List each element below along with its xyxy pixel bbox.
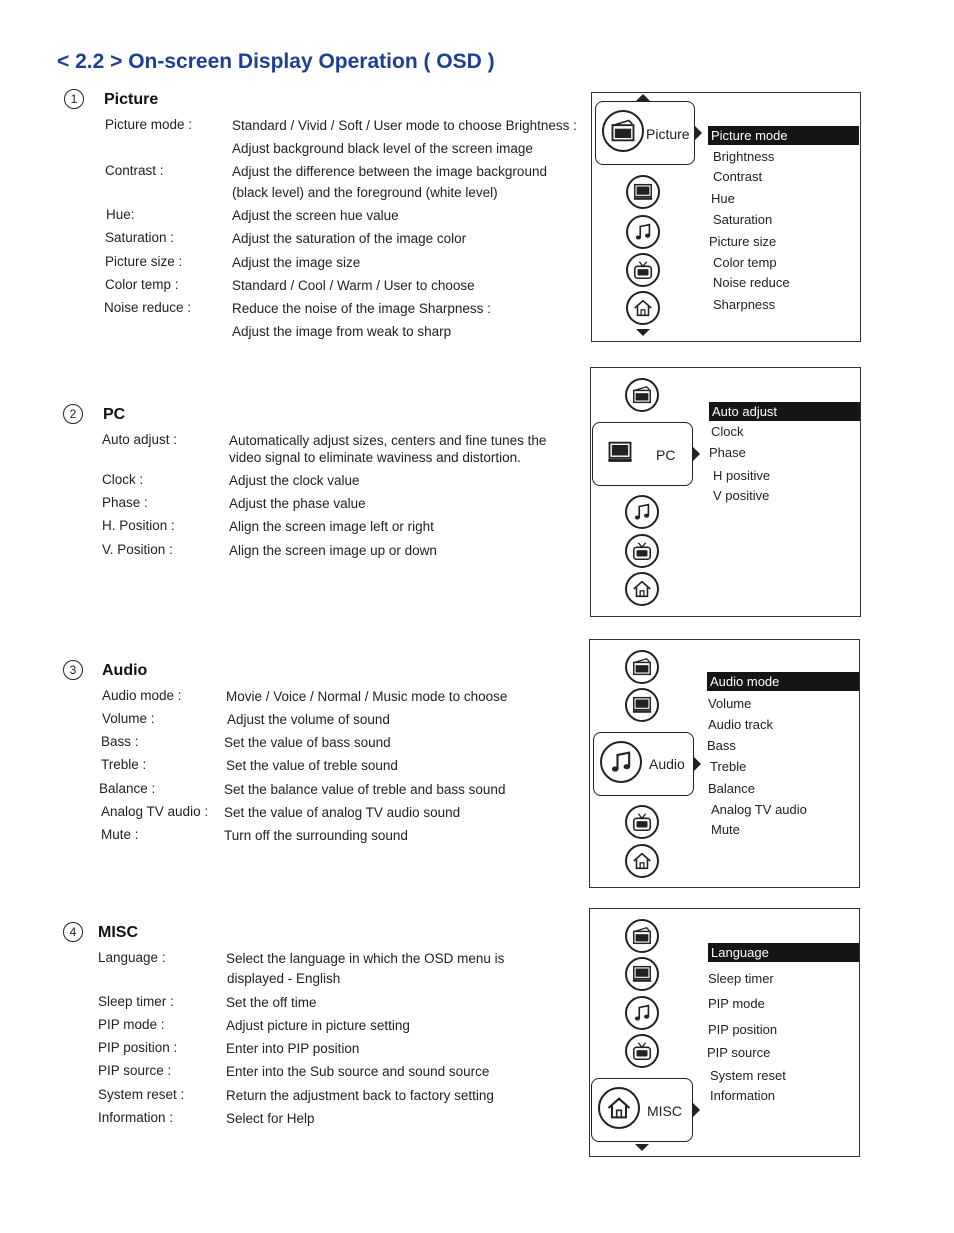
row-desc: Adjust the difference between the image background [232, 164, 547, 179]
row-desc: Select the language in which the OSD menu is [226, 951, 505, 966]
menu-item[interactable]: PIP position [708, 1022, 778, 1037]
row-label: Hue: [106, 207, 135, 222]
menu-item[interactable]: Information [710, 1088, 776, 1103]
row-desc: Standard / Vivid / Soft / User mode to choose Brightness : [232, 118, 577, 133]
menu-item[interactable]: Noise reduce [713, 275, 790, 290]
section-number-audio: 3 [63, 660, 83, 680]
row-desc: Return the adjustment back to factory setting [226, 1088, 494, 1103]
row-desc: Reduce the noise of the image Sharpness : [232, 301, 491, 316]
pc-icon[interactable] [625, 688, 659, 722]
row-desc: Movie / Voice / Normal / Music mode to choose [226, 689, 508, 704]
home-icon[interactable] [625, 572, 659, 606]
picture-icon[interactable] [625, 919, 659, 953]
row-label: V. Position : [102, 542, 173, 557]
menu-item[interactable]: Mute [711, 822, 740, 837]
menu-item[interactable]: Sharpness [713, 297, 776, 312]
section-number-pc: 2 [63, 404, 83, 424]
section-title-picture: Picture [104, 91, 159, 108]
pc-icon[interactable] [625, 957, 659, 991]
menu-selected-pc[interactable] [592, 422, 693, 486]
menu-item[interactable]: Phase [709, 445, 746, 460]
section-title-misc: MISC [98, 924, 138, 941]
row-label: Contrast : [105, 163, 164, 178]
row-desc: Standard / Cool / Warm / User to choose [232, 278, 475, 293]
menu-selected-label: Picture [646, 126, 690, 142]
row-label: Information : [98, 1110, 174, 1125]
audio-icon [600, 741, 642, 783]
section-title-pc: PC [103, 406, 126, 423]
row-label: Bass : [101, 734, 139, 749]
row-label: Mute : [101, 827, 139, 842]
row-desc: Adjust the clock value [229, 473, 360, 488]
row-desc: Adjust the image from weak to sharp [232, 324, 452, 339]
menu-item[interactable]: Audio track [708, 717, 774, 732]
menu-item[interactable]: System reset [710, 1068, 786, 1083]
row-desc: Set the off time [226, 995, 317, 1010]
picture-icon [602, 110, 644, 152]
home-icon [598, 1087, 640, 1129]
chevron-right-icon [694, 757, 701, 771]
row-desc: displayed - English [227, 971, 341, 986]
audio-icon[interactable] [626, 215, 660, 249]
osd-panel-audio [589, 639, 860, 888]
row-label: Language : [98, 950, 166, 965]
tv-icon[interactable] [625, 534, 659, 568]
section-title-audio: Audio [102, 662, 148, 679]
menu-item[interactable]: Brightness [713, 149, 775, 164]
chevron-right-icon [693, 1103, 700, 1117]
row-label: PIP source : [98, 1063, 172, 1078]
scroll-up-icon [636, 94, 650, 101]
menu-item[interactable]: H positive [713, 468, 771, 483]
row-desc: (black level) and the foreground (white level) [232, 185, 498, 200]
row-desc: Adjust the saturation of the image color [232, 231, 467, 246]
chevron-right-icon [695, 126, 702, 140]
row-desc: Adjust background black level of the screen image [232, 141, 533, 156]
row-desc: Automatically adjust sizes, centers and fine tunes the [229, 433, 547, 448]
menu-item[interactable]: Saturation [713, 212, 773, 227]
menu-item[interactable]: Bass [707, 738, 736, 753]
row-label: Picture mode : [105, 117, 193, 132]
menu-item-language[interactable]: Language [708, 943, 859, 962]
picture-icon[interactable] [625, 650, 659, 684]
menu-item[interactable]: PIP source [707, 1045, 771, 1060]
tv-icon[interactable] [625, 1034, 659, 1068]
row-desc: Adjust picture in picture setting [226, 1018, 410, 1033]
row-desc: video signal to eliminate waviness and distortion. [229, 450, 521, 465]
tv-icon[interactable] [625, 805, 659, 839]
row-label: Audio mode : [102, 688, 182, 703]
row-label: H. Position : [102, 518, 175, 533]
menu-selected-audio[interactable] [593, 732, 694, 796]
row-label: Picture size : [105, 254, 183, 269]
row-label: Sleep timer : [98, 994, 174, 1009]
chevron-right-icon [693, 447, 700, 461]
menu-item[interactable]: PIP mode [708, 996, 765, 1011]
row-desc: Set the value of treble sound [226, 758, 398, 773]
scroll-down-icon [635, 1144, 649, 1151]
audio-icon[interactable] [625, 996, 659, 1030]
row-desc: Enter into the Sub source and sound source [226, 1064, 490, 1079]
section-number-picture: 1 [64, 89, 84, 109]
home-icon[interactable] [626, 291, 660, 325]
menu-item-audio-mode[interactable]: Audio mode [707, 672, 859, 691]
row-desc: Adjust the image size [232, 255, 361, 270]
menu-item[interactable]: Balance [708, 781, 755, 796]
audio-icon[interactable] [625, 495, 659, 529]
menu-selected-label: Audio [649, 756, 685, 772]
menu-item[interactable]: Picture size [709, 234, 777, 249]
row-label: Saturation : [105, 230, 175, 245]
row-label: Noise reduce : [104, 300, 192, 315]
row-desc: Enter into PIP position [226, 1041, 360, 1056]
row-label: Balance : [99, 781, 156, 796]
row-label: Volume : [102, 711, 155, 726]
menu-selected-label: PC [656, 447, 676, 463]
menu-item[interactable]: Hue [711, 191, 735, 206]
row-label: System reset : [98, 1087, 185, 1102]
home-icon[interactable] [625, 844, 659, 878]
row-desc: Set the value of analog TV audio sound [224, 805, 461, 820]
row-desc: Set the balance value of treble and bass sound [224, 782, 506, 797]
menu-item[interactable]: Clock [711, 424, 744, 439]
row-label: Clock : [102, 472, 144, 487]
pc-icon [599, 431, 641, 473]
menu-selected-misc[interactable] [591, 1078, 693, 1142]
row-desc: Set the value of bass sound [224, 735, 391, 750]
menu-selected-label: MISC [647, 1103, 682, 1119]
scroll-down-icon [636, 329, 650, 336]
osd-panel-misc [589, 908, 860, 1157]
row-label: Color temp : [105, 277, 179, 292]
menu-item[interactable]: Volume [708, 696, 752, 711]
osd-panel-pc [590, 367, 861, 617]
menu-item-picture-mode[interactable]: Picture mode [708, 126, 859, 145]
menu-item[interactable]: Color temp [713, 255, 777, 270]
page-title: < 2.2 > On-screen Display Operation ( OSD ) [57, 50, 495, 73]
row-label: PIP position : [98, 1040, 178, 1055]
osd-panel-picture [591, 92, 861, 342]
menu-item[interactable]: Treble [710, 759, 747, 774]
section-number-misc: 4 [63, 922, 83, 942]
row-label: Phase : [102, 495, 148, 510]
row-desc: Align the screen image up or down [229, 543, 437, 558]
row-desc: Adjust the volume of sound [227, 712, 390, 727]
row-desc: Select for Help [226, 1111, 315, 1126]
row-desc: Turn off the surrounding sound [224, 828, 408, 843]
picture-icon[interactable] [625, 378, 659, 412]
menu-item[interactable]: Analog TV audio [711, 802, 807, 817]
pc-icon[interactable] [626, 175, 660, 209]
row-desc: Align the screen image left or right [229, 519, 434, 534]
tv-icon[interactable] [626, 253, 660, 287]
menu-item[interactable]: Sleep timer [708, 971, 774, 986]
row-label: Treble : [101, 757, 147, 772]
row-desc: Adjust the phase value [229, 496, 366, 511]
row-label: Auto adjust : [102, 432, 178, 447]
menu-item-auto-adjust[interactable]: Auto adjust [709, 402, 860, 421]
menu-selected-picture[interactable] [595, 101, 695, 165]
row-label: PIP mode : [98, 1017, 165, 1032]
menu-item[interactable]: Contrast [713, 169, 763, 184]
menu-item[interactable]: V positive [713, 488, 770, 503]
row-desc: Adjust the screen hue value [232, 208, 399, 223]
row-label: Analog TV audio : [101, 804, 209, 819]
